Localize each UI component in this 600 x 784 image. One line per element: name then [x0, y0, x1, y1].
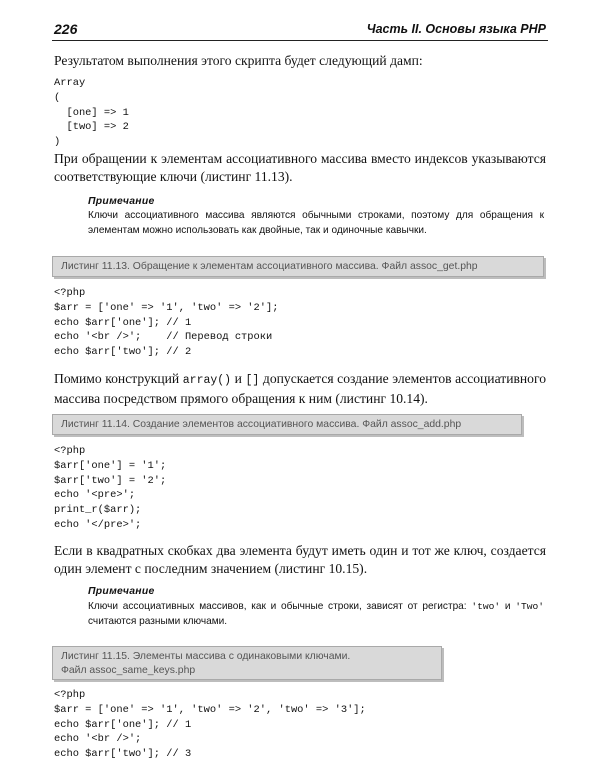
- listing-code-11-15: <?php $arr = ['one' => '1', 'two' => '2', 'two' => '3']; echo $arr['one']; // 1 echo '<br />'; echo $arr['two']; // 3: [54, 689, 366, 761]
- inline-code-two: 'two': [471, 601, 501, 612]
- inline-code-brackets: []: [245, 374, 260, 387]
- listing-code-11-14: <?php $arr['one'] = '1'; $arr['two'] = '2'; echo '<pre>'; print_r($arr); echo '</pre>';: [54, 445, 167, 531]
- note-title: Примечание: [88, 196, 155, 207]
- running-header: [52, 18, 548, 41]
- note-title: Примечание: [88, 586, 155, 597]
- listing-code-11-13: <?php $arr = ['one' => '1', 'two' => '2']; echo $arr['one']; // 1 echo '<br />'; // Перевод строки echo $arr['two']; // 2: [54, 287, 279, 359]
- inline-code-array: array(): [182, 374, 232, 387]
- same-key-paragraph: Если в квадратных скобках два элемента будут иметь один и тот же ключ, создается один элемент с последним значением (листинг 10.15).: [54, 543, 546, 577]
- listing-caption-11-15: Листинг 11.15. Элементы массива с одинаковыми ключами. Файл assoc_same_keys.php: [52, 646, 442, 680]
- page-number: 226: [54, 21, 78, 37]
- note-text: Ключи ассоциативных массивов, как и обычные строки, зависят от регистра: 'two' и 'Two' считаются разными ключами.: [88, 601, 544, 627]
- listing-caption-11-13: Листинг 11.13. Обращение к элементам ассоциативного массива. Файл assoc_get.php: [52, 256, 544, 277]
- keys-paragraph: При обращении к элементам ассоциативного массива вместо индексов указываются соответствующие ключи (листинг 11.13).: [54, 151, 546, 185]
- note-text: Ключи ассоциативного массива являются обычными строками, поэтому для обращения к элементам можно использовать как двойные, так и одиночные кавычки.: [88, 210, 544, 236]
- inline-code-Two: 'Two': [515, 601, 544, 612]
- dump-output-code: Array ( [one] => 1 [two] => 2 ): [54, 77, 129, 149]
- intro-paragraph: Результатом выполнения этого скрипта будет следующий дамп:: [54, 53, 423, 68]
- chapter-title: Часть II. Основы языка PHP: [366, 22, 546, 36]
- direct-access-paragraph: Помимо конструкций array() и [] допускается создание элементов ассоциативного массива посредством прямого обращения к ним (листинг 10.14).: [54, 371, 546, 407]
- listing-caption-11-14: Листинг 11.14. Создание элементов ассоциативного массива. Файл assoc_add.php: [52, 414, 522, 435]
